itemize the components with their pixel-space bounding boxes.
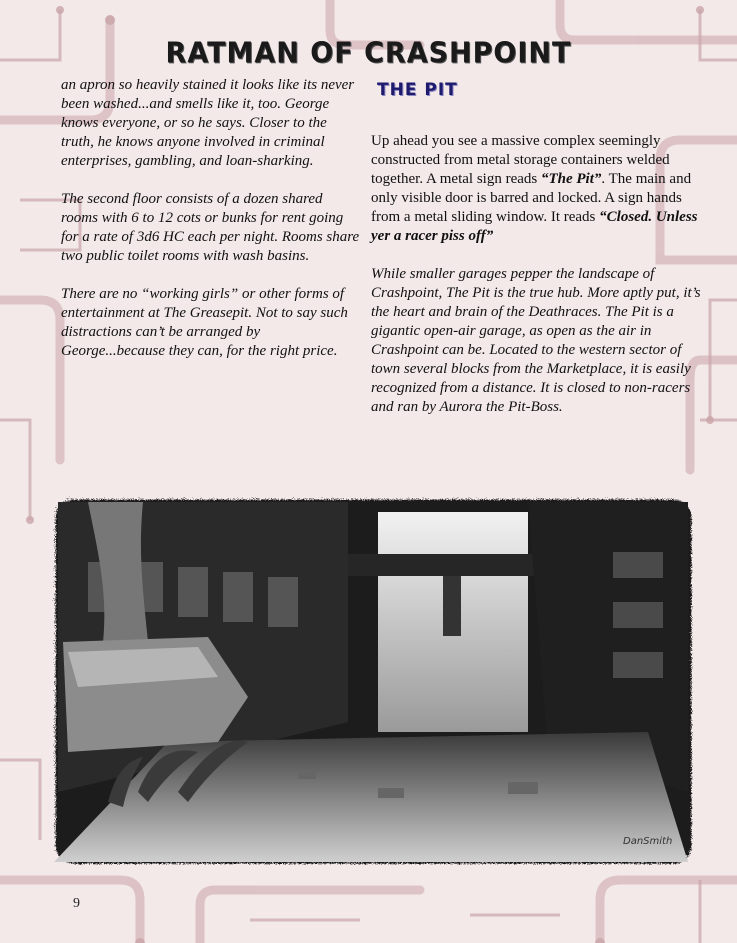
ruined-alley-illustration	[48, 492, 696, 868]
right-column	[371, 132, 701, 436]
pit-sign-quote: “The Pit”	[540, 171, 602, 187]
page-number: 9	[73, 896, 80, 911]
right-paragraph-1-text-a: Up ahead you see a massive complex seemingly constructed from metal storage containers welded together. A metal sign reads	[371, 133, 670, 187]
left-paragraph-2: The second floor consists of a dozen shared rooms with 6 to 12 cots or bunks for rent going for a rate of 3d6 HC each per night. Rooms share two public toilet rooms with wash basins.	[61, 191, 360, 264]
page-title: RATMAN OF CRASHPOINT	[165, 37, 572, 70]
right-paragraph-1-text-b: . The main and only visible door is barred and locked. A sign hands from a metal sliding window. It reads	[371, 171, 692, 225]
left-column	[61, 76, 361, 380]
section-heading-the-pit: THE PIT	[377, 80, 458, 100]
right-paragraph-2: While smaller garages pepper the landscape of Crashpoint, The Pit is the true hub. More aptly put, it’s the heart and brain of the Deathraces. The Pit is a gigantic open-air garage, as open as the air in Crashpoint can be. Located to the western sector of town several blocks from the Marketplace, it is easily recognized from a distance. It is closed to non-racers and ran by Aurora the Pit-Boss.	[371, 266, 701, 415]
left-paragraph-3: There are no “working girls” or other forms of entertainment at The Greasepit. Not to say such distractions can’t be arranged by George...because they can, for the right price.	[61, 286, 348, 359]
artist-signature: DanSmith	[623, 836, 673, 847]
left-paragraph-1: an apron so heavily stained it looks like its never been washed...and smells like it, too. George knows everyone, or so he says. Closer to the truth, he knows anyone involved in criminal enterprises, gambling, and loan-sharking.	[61, 77, 355, 169]
closed-sign-quote: “Closed. Unless yer a racer piss off”	[371, 209, 698, 244]
right-paragraph-1	[371, 132, 701, 246]
